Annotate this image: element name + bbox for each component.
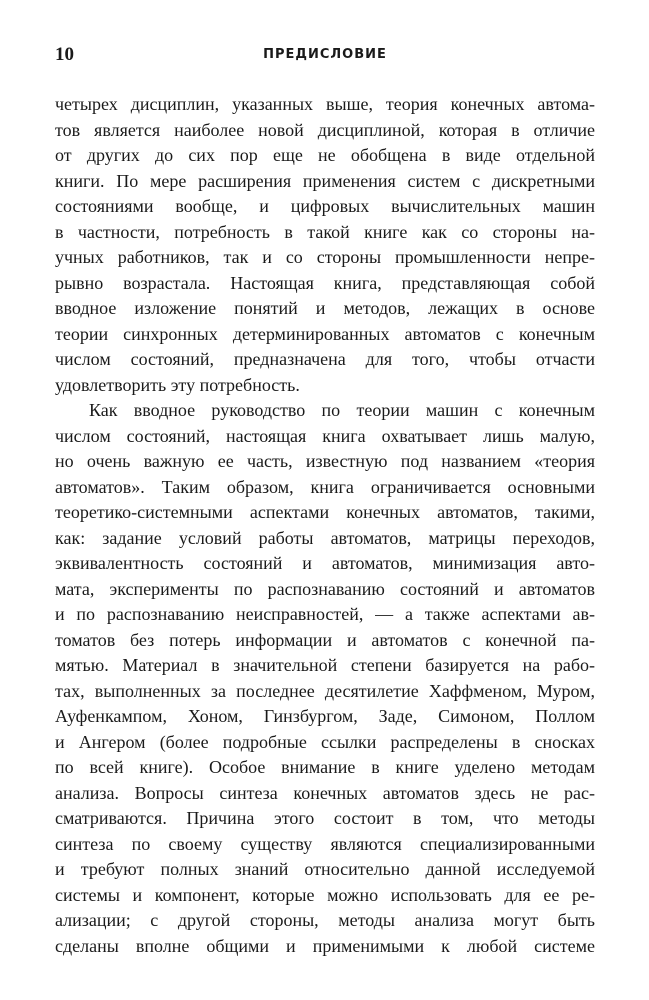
text-line: от других до сих пор еще не обобщена в виде отдельной — [55, 145, 595, 165]
text-line: синтеза по своему существу являются специализированными — [55, 833, 595, 854]
text-line: Ауфенкампом, Хоном, Гинзбургом, Заде, Симоном, Поллом — [55, 706, 595, 726]
text-line: но очень важную ее часть, известную под названием «теория — [55, 451, 595, 471]
text-line: автоматов». Таким образом, книга ограничивается основными — [55, 476, 595, 497]
text-line: по всей книге). Особое внимание в книге уделено методам — [55, 757, 595, 777]
text-line: книги. По мере расширения применения систем с дискретными — [55, 170, 595, 191]
page-header — [55, 44, 595, 70]
text-line: рывно возрастала. Настоящая книга, представляющая собой — [55, 272, 595, 293]
text-line: сматриваются. Причина этого состоит в том, что методы — [55, 808, 595, 828]
text-line: и требуют полных знаний относительно данной исследуемой — [55, 859, 595, 879]
paragraph-1 — [55, 92, 595, 398]
text-line: числом состояний, предназначена для того, чтобы отчасти — [55, 349, 595, 369]
body-text — [55, 92, 595, 959]
text-line: ализации; с другой стороны, методы анализа могут быть — [55, 910, 595, 930]
text-line: и Ангером (более подробные ссылки распределены в сносках — [55, 731, 595, 752]
text-line: мятью. Материал в значительной степени базируется на рабо- — [55, 655, 595, 675]
text-line: томатов без потерь информации и автоматов с конечной па- — [55, 629, 595, 650]
text-line: эквивалентность состояний и автоматов, минимизация авто- — [55, 553, 595, 573]
text-line: мата, эксперименты по распознаванию состояний и автоматов — [55, 578, 595, 599]
text-line: учных работников, так и со стороны промышленности непре- — [55, 247, 595, 267]
page-number: 10 — [55, 44, 74, 65]
text-line: вводное изложение понятий и методов, лежащих в основе — [55, 298, 595, 318]
running-title: ПРЕДИСЛОВИЕ — [263, 47, 387, 62]
text-line: теоретико-системными аспектами конечных автоматов, такими, — [55, 502, 595, 522]
text-line: и по распознаванию неисправностей, — а также аспектами ав- — [55, 604, 595, 624]
text-line: тов является наиболее новой дисциплиной, которая в отличие — [55, 119, 595, 140]
text-line: Как вводное руководство по теории машин с конечным — [89, 400, 595, 420]
text-line: тах, выполненных за последнее десятилетие Хаффменом, Муром, — [55, 680, 595, 701]
text-line: числом состояний, настоящая книга охватывает лишь малую, — [55, 425, 595, 446]
text-line: удовлетворить эту потребность. — [55, 374, 300, 395]
text-line: в частности, потребность в такой книге как со стороны на- — [55, 221, 595, 242]
text-line: анализа. Вопросы синтеза конечных автоматов здесь не рас- — [55, 782, 595, 803]
text-line: системы и компонент, которые можно использовать для ее ре- — [55, 884, 595, 905]
text-line: как: задание условий работы автоматов, матрицы переходов, — [55, 527, 595, 548]
text-line: сделаны вполне общими и применимыми к любой системе — [55, 935, 595, 956]
text-line: теории синхронных детерминированных автоматов с конечным — [55, 323, 595, 344]
paragraph-2 — [55, 398, 595, 959]
text-line: четырех дисциплин, указанных выше, теория конечных автома- — [55, 94, 595, 114]
text-line: состояниями вообще, и цифровых вычислительных машин — [55, 196, 595, 216]
